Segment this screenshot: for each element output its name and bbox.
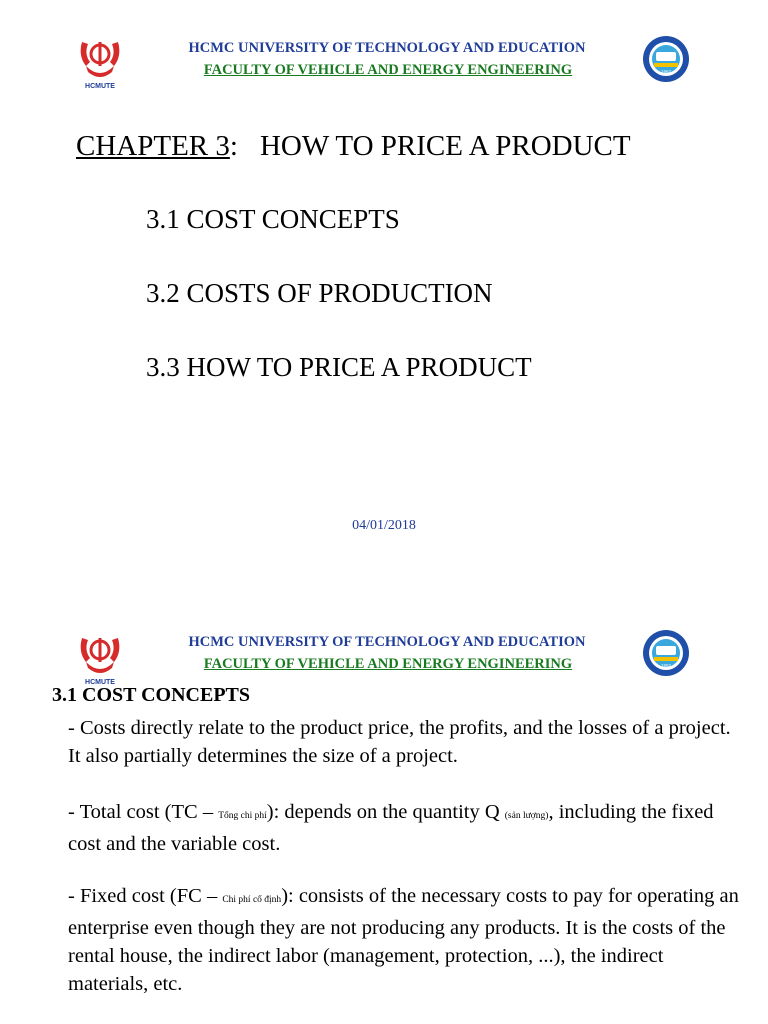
p2-text-a: - Total cost (TC – bbox=[68, 801, 219, 823]
faculty-name: FACULTY OF VEHICLE AND ENERGY ENGINEERING bbox=[203, 656, 573, 672]
p2-vietnamese-term: Tổng chi phí bbox=[218, 811, 267, 821]
logo-right-text: 1962 bbox=[660, 69, 672, 74]
chapter-heading bbox=[76, 130, 631, 163]
paragraph-total-cost bbox=[68, 798, 740, 858]
faculty-seal-icon bbox=[638, 628, 694, 678]
section-title: 3.1 COST CONCEPTS bbox=[52, 684, 251, 706]
university-name: HCMC UNIVERSITY OF TECHNOLOGY AND EDUCATION bbox=[188, 40, 586, 56]
chapter-colon: : bbox=[229, 130, 238, 162]
p2-text-b: ): depends on the quantity Q bbox=[266, 801, 505, 823]
slide-2 bbox=[0, 600, 768, 1024]
logo-left-text: HCMUTE bbox=[85, 83, 115, 90]
paragraph-costs: - Costs directly relate to the product price, the profits, and the losses of a project. It also partially determines the size of a project. bbox=[68, 717, 731, 767]
chapter-title: HOW TO PRICE A PRODUCT bbox=[259, 130, 631, 162]
p2-text-c: , including the fixed cost and the variable cost. bbox=[68, 801, 714, 855]
toc-item-3-1: 3.1 COST CONCEPTS bbox=[146, 204, 400, 234]
slide-date: 04/01/2018 bbox=[352, 518, 416, 533]
faculty-seal-icon bbox=[638, 34, 694, 84]
faculty-name: FACULTY OF VEHICLE AND ENERGY ENGINEERING bbox=[203, 62, 573, 78]
toc-item-3-2: 3.2 COSTS OF PRODUCTION bbox=[146, 278, 493, 308]
paragraph-fixed-cost bbox=[68, 882, 740, 998]
p2-vietnamese-quantity: (sản lượng) bbox=[504, 811, 549, 821]
chapter-label: CHAPTER 3 bbox=[76, 130, 230, 162]
slide-header bbox=[0, 600, 768, 686]
logo-right-text: 1962 bbox=[660, 663, 672, 668]
toc-item-3-3: 3.3 HOW TO PRICE A PRODUCT bbox=[146, 352, 532, 382]
p3-vietnamese-term: Chi phí cố định bbox=[222, 895, 282, 905]
slide-header bbox=[0, 0, 768, 90]
p3-text-a: - Fixed cost (FC – bbox=[68, 885, 223, 907]
logo-left-text: HCMUTE bbox=[85, 679, 115, 686]
p3-text-b: ): consists of the necessary costs to pay for operating an enterprise even though they are not producing any products. It is the costs of the rental house, the indirect labor (management, protection, ...), the indirect materials, etc. bbox=[68, 885, 739, 995]
university-name: HCMC UNIVERSITY OF TECHNOLOGY AND EDUCATION bbox=[188, 634, 586, 650]
